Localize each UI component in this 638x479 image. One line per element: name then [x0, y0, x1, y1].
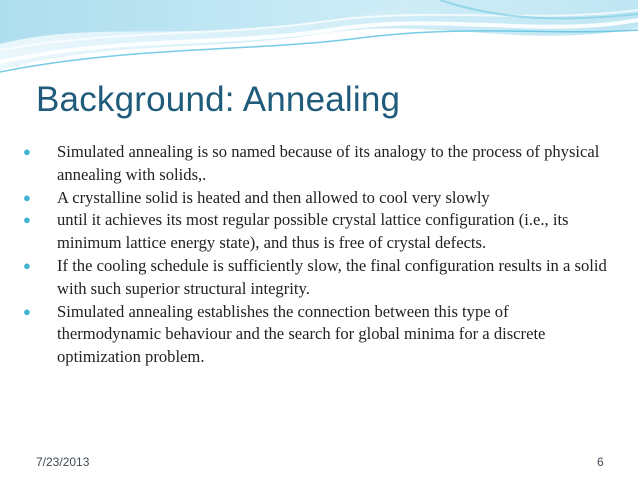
disc-bullet-icon: ●: [23, 144, 31, 159]
bullet-item: [20, 255, 610, 301]
bullet-item: [20, 301, 610, 369]
disc-bullet-icon: ●: [23, 189, 31, 205]
bullet-list: [20, 141, 610, 369]
bullet-item: [20, 141, 610, 187]
bullet-text: Simulated annealing is so named because of its analogy to the process of physical annealing with solids,.: [57, 142, 600, 184]
bullet-item: [20, 209, 610, 255]
bullet-text: A crystalline solid is heated and then allowed to cool very slowly: [57, 187, 490, 207]
slide-title: Background: Annealing: [36, 80, 401, 119]
disc-bullet-icon: ●: [23, 212, 31, 228]
disc-bullet-icon: ●: [23, 257, 31, 273]
bullet-item: [20, 187, 610, 210]
disc-bullet-icon: ●: [23, 303, 31, 319]
slide-page-number: 6: [597, 455, 604, 469]
footer-date: 7/23/2013: [36, 455, 90, 469]
bullet-text: If the cooling schedule is sufficiently slow, the final configuration results in a solid with such superior structural integrity.: [57, 255, 607, 298]
bullet-text: until it achieves its most regular possible crystal lattice configuration (i.e., its minimum lattice energy state), and thus is free of crystal defects.: [57, 210, 569, 253]
bullet-text: Simulated annealing establishes the connection between this type of thermodynamic behaviour and the search for global minima for a discrete optimization problem.: [57, 301, 546, 367]
header-wave-decoration: [0, 0, 638, 80]
